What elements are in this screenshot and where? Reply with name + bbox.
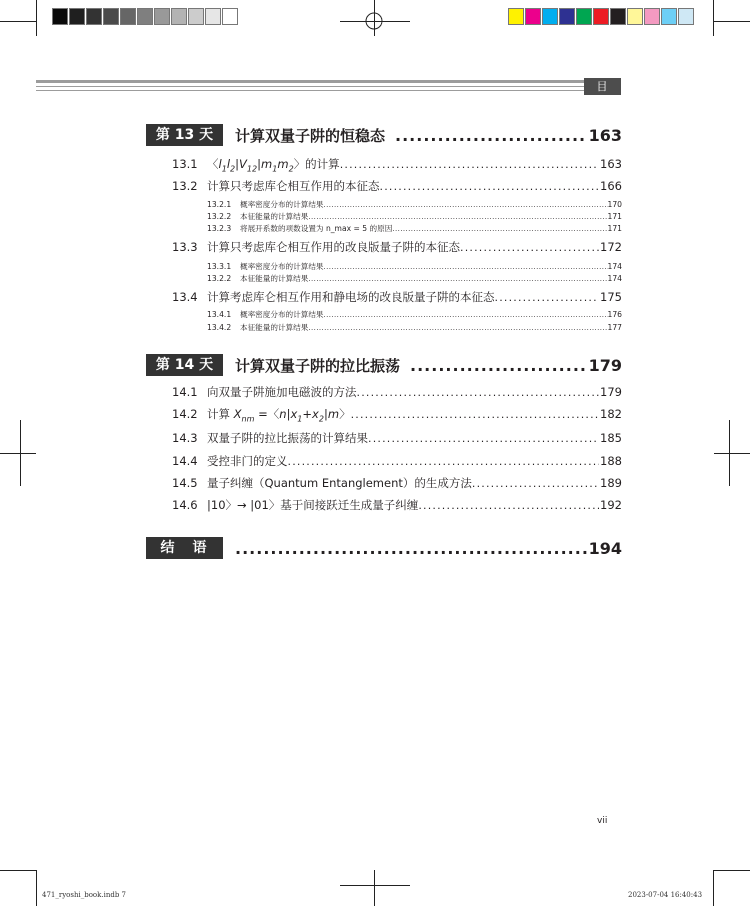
color-swatch [661,8,677,25]
entry-number: 13.3 [172,240,198,254]
subentry-number: 13.3.1 [207,262,232,271]
leader-dots [324,311,608,319]
gray-swatch [222,8,238,25]
toc-entry[interactable] [172,289,622,307]
entry-number: 13.4 [172,290,198,304]
print-slug-date: 2023-07-04 16:40:43 [628,891,703,899]
leader-dots [392,225,607,233]
toc-subentry[interactable] [207,309,622,321]
subentry-title: 将展开系数的项数设置为 n_max = 5 的原因 [240,224,393,233]
subentry-page: 177 [607,323,622,332]
color-swatch [525,8,541,25]
entry-title-formula: 计算 $X_{nm}$ =〈$n|x_1+x_2|m$〉 [207,407,351,424]
entry-page: 166 [600,179,622,193]
subentry-title: 本征能量的计算结果 [240,323,309,332]
header-rule [36,90,621,91]
toc-entry[interactable] [172,497,622,515]
gray-swatch [69,8,85,25]
chapter-page: 179 [588,355,622,375]
gray-swatch [137,8,153,25]
chapter-title: 计算双量子阱的拉比振荡 [235,356,401,375]
chapter-badge: 第 13 天 [146,124,223,146]
leader-dots [340,158,599,171]
entry-title: 受控非门的定义 [207,454,288,468]
toc-entry[interactable] [172,475,622,493]
entry-number: 14.5 [172,476,198,490]
color-swatch [678,8,694,25]
leader-dots [308,213,607,221]
subentry-page: 171 [607,212,622,221]
subentry-number: 13.2.2 [207,274,232,283]
subentry-title: 本征能量的计算结果 [240,212,309,221]
color-swatch [644,8,660,25]
entry-title: 计算只考虑库仑相互作用的本征态 [207,179,380,193]
toc-entry[interactable] [172,178,622,196]
entry-title: 计算只考虑库仑相互作用的改良版量子阱的本征态 [207,240,460,254]
toc-subentry[interactable] [207,223,622,235]
leader-dots [308,275,607,283]
toc-subentry[interactable] [207,322,622,334]
color-swatch [593,8,609,25]
chapter-title: 计算双量子阱的恒稳态 [235,126,386,145]
chapter-badge: 结 语 [146,537,223,559]
entry-title: 双量子阱的拉比振荡的计算结果 [207,431,368,445]
toc-subentry[interactable] [207,261,622,273]
subentry-title: 本征能量的计算结果 [240,274,309,283]
color-swatch [576,8,592,25]
entry-page: 182 [600,407,622,421]
gray-swatch [52,8,68,25]
toc-subentry[interactable] [207,273,622,285]
toc-entry[interactable] [172,430,622,448]
gray-swatch [154,8,170,25]
leader-dots [410,356,585,375]
header-rule [36,86,621,87]
chapter-heading-day-14[interactable] [146,354,622,376]
chapter-heading-conclusion[interactable] [146,537,622,559]
entry-title: 向双量子阱施加电磁波的方法 [207,385,357,399]
leader-dots [460,241,599,254]
subentry-title: 概率密度分布的计算结果 [240,262,324,271]
entry-page: 189 [600,476,622,490]
leader-dots [324,263,608,271]
header-rule [36,80,621,83]
subentry-number: 13.2.2 [207,212,232,221]
leader-dots [351,408,599,421]
gray-swatch [171,8,187,25]
toc-entry[interactable] [172,156,622,174]
entry-page: 163 [600,157,622,171]
subentry-number: 13.2.1 [207,200,232,209]
toc-entry[interactable] [172,239,622,257]
chapter-page: 194 [588,538,622,558]
entry-page: 192 [600,498,622,512]
print-slug-file: 471_ryoshi_book.indb 7 [42,891,126,899]
leader-dots [308,324,607,332]
gray-swatch [86,8,102,25]
entry-title: |10〉→ |01〉基于间接跃迁生成量子纠缠 [207,498,419,512]
leader-dots [235,539,588,558]
toc-entry[interactable] [172,453,622,471]
entry-page: 188 [600,454,622,468]
leader-dots [395,126,585,145]
gray-swatch [205,8,221,25]
leader-dots [288,455,600,468]
subentry-title: 概率密度分布的计算结果 [240,200,324,209]
section-tab: 目 录 [584,78,621,95]
entry-page: 179 [600,385,622,399]
entry-page: 172 [600,240,622,254]
entry-number: 14.3 [172,431,198,445]
chapter-heading-day-13[interactable] [146,124,622,146]
subentry-title: 概率密度分布的计算结果 [240,310,324,319]
color-swatch [542,8,558,25]
subentry-number: 13.2.3 [207,224,232,233]
entry-title: 量子纠缠（Quantum Entanglement）的生成方法 [207,476,472,490]
page-folio: vii [597,816,608,826]
leader-dots [472,477,599,490]
color-swatch [610,8,626,25]
toc-entry[interactable] [172,406,622,424]
gray-swatch [103,8,119,25]
subentry-page: 174 [607,262,622,271]
toc-subentry[interactable] [207,199,622,211]
subentry-page: 176 [607,310,622,319]
entry-number: 14.6 [172,498,198,512]
subentry-page: 170 [607,200,622,209]
subentry-number: 13.4.2 [207,323,232,332]
entry-number: 13.1 [172,157,198,171]
entry-page: 175 [600,290,622,304]
color-swatch [559,8,575,25]
chapter-page: 163 [588,125,622,145]
leader-dots [368,432,599,445]
toc-entry[interactable] [172,384,622,402]
entry-title: 计算考虑库仑相互作用和静电场的改良版量子阱的本征态 [207,290,495,304]
entry-number: 14.2 [172,407,198,421]
gray-swatch [188,8,204,25]
entry-title-formula: 〈$l_1l_2|V_{12}|m_1m_2$〉的计算 [207,157,340,174]
chapter-badge: 第 14 天 [146,354,223,376]
leader-dots [357,386,600,399]
entry-number: 13.2 [172,179,198,193]
color-swatch [508,8,524,25]
leader-dots [324,201,608,209]
registration-target-icon [356,4,392,40]
toc-subentry[interactable] [207,211,622,223]
entry-number: 14.1 [172,385,198,399]
subentry-page: 174 [607,274,622,283]
entry-page: 185 [600,431,622,445]
gray-swatch [120,8,136,25]
subentry-page: 171 [607,224,622,233]
color-swatch [627,8,643,25]
leader-dots [495,291,600,304]
leader-dots [418,499,599,512]
entry-number: 14.4 [172,454,198,468]
subentry-number: 13.4.1 [207,310,232,319]
leader-dots [380,180,600,193]
